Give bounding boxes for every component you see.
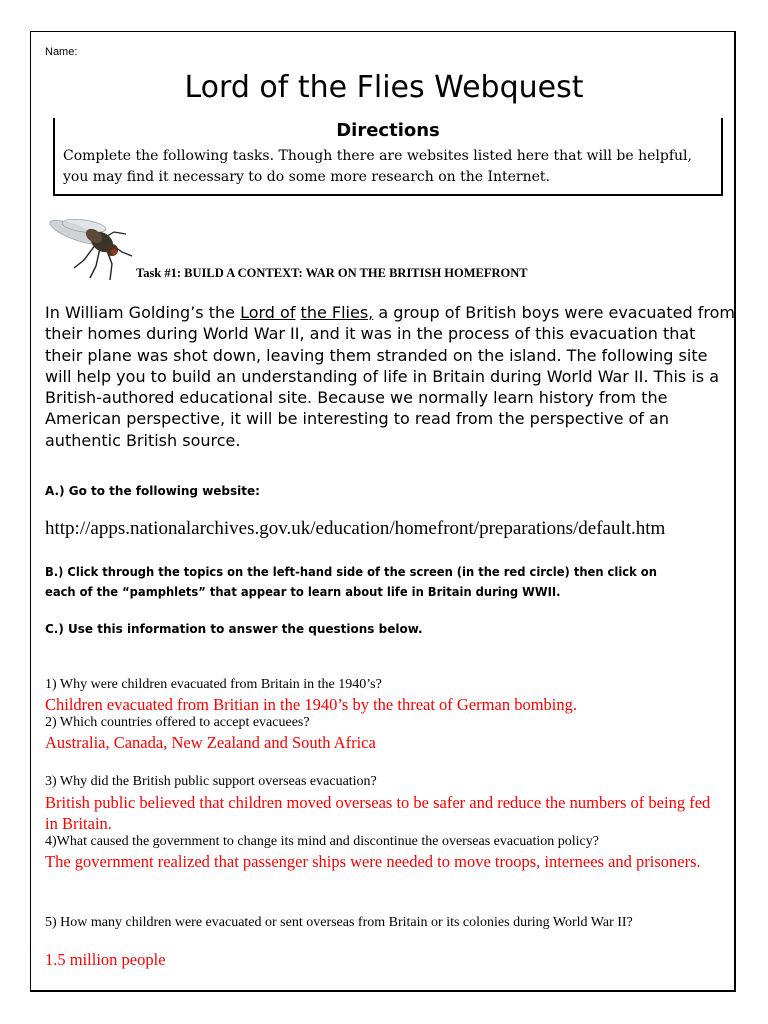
name-label: Name: <box>45 46 78 58</box>
website-url[interactable]: http://apps.nationalarchives.gov.uk/education/homefront/preparations/default.htm <box>45 518 666 539</box>
answer-5: 1.5 million people <box>45 950 166 969</box>
directions-heading: Directions <box>336 120 440 141</box>
page-title: Lord of the Flies Webquest <box>184 70 584 105</box>
answer-2: Australia, Canada, New Zealand and South Africa <box>45 733 376 752</box>
step-b: B.) Click through the topics on the left-hand side of the screen (in the red circle) then click on each of the “pamphlets” that appear to learn about life in Britain during WWII. <box>45 565 657 599</box>
intro-paragraph <box>45 302 735 451</box>
directions-text: Complete the following tasks. Though there are websites listed here that will be helpful, you may find it necessary to do some more research on the Internet. <box>63 148 692 185</box>
intro-text-continued: a group of British boys were evacuated from their homes during World War II, and it was in the process of this evacuation that their plane was shot down, leaving them stranded on the island. The following site will help you to build an understanding of life in Britain during World War II. This is a British-authored educational site. Because we normally learn history from the American perspective, it will be interesting to read from the perspective of an authentic British source. <box>45 303 735 450</box>
intro-text: In William Golding’s the <box>45 303 241 322</box>
task-heading: Task #1: BUILD A CONTEXT: WAR ON THE BRITISH HOMEFRONT <box>136 266 528 280</box>
question-2: 2) Which countries offered to accept evacuees? <box>45 715 310 730</box>
directions-box <box>53 118 723 196</box>
step-c: C.) Use this information to answer the questions below. <box>45 622 423 636</box>
answer-3: British public believed that children moved overseas to be safer and reduce the numbers of being fed in Britain. <box>45 793 711 833</box>
fly-icon <box>44 208 136 286</box>
question-5: 5) How many children were evacuated or sent overseas from Britain or its colonies during World War II? <box>45 915 633 930</box>
question-3: 3) Why did the British public support overseas evacuation? <box>45 774 377 789</box>
question-4: 4)What caused the government to change its mind and discontinue the overseas evacuation policy? <box>45 834 599 849</box>
book-title-part1: Lord of <box>240 303 296 322</box>
answer-1: Children evacuated from Britian in the 1940’s by the threat of German bombing. <box>45 695 577 714</box>
question-1: 1) Why were children evacuated from Britain in the 1940’s? <box>45 677 382 692</box>
answer-4: The government realized that passenger ships were needed to move troops, internees and prisoners. <box>45 852 701 871</box>
step-a: A.) Go to the following website: <box>45 484 260 498</box>
book-title-part2: the Flies, <box>300 303 374 322</box>
